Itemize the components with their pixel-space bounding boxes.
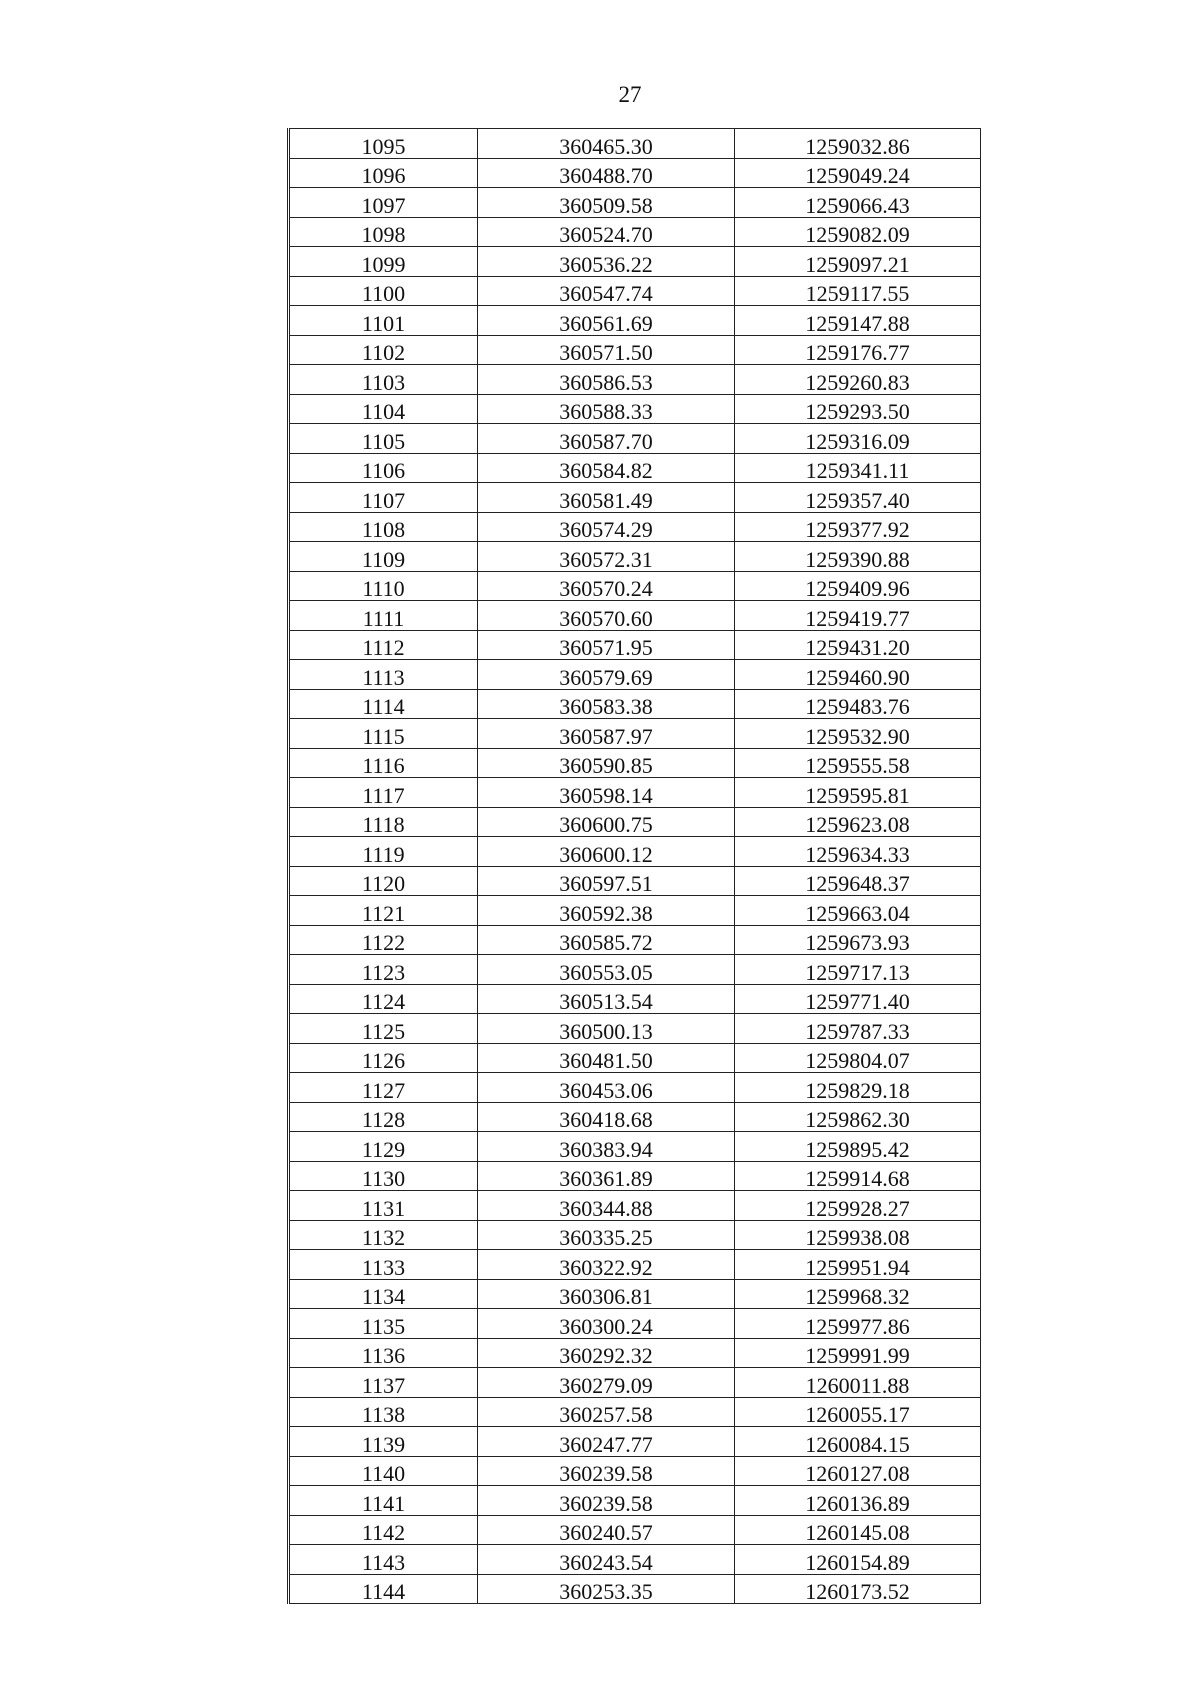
y-coordinate-cell: 1259117.55 [735, 276, 981, 306]
point-number-cell: 1127 [289, 1073, 478, 1103]
x-coordinate-cell: 360524.70 [478, 217, 735, 247]
y-coordinate-cell: 1260127.08 [735, 1456, 981, 1486]
y-coordinate-cell: 1259082.09 [735, 217, 981, 247]
table-row [289, 1338, 981, 1368]
table-row [289, 1250, 981, 1280]
y-coordinate-cell: 1259419.77 [735, 601, 981, 631]
x-coordinate-cell: 360581.49 [478, 483, 735, 513]
point-number-cell: 1120 [289, 866, 478, 896]
table-row [289, 866, 981, 896]
x-coordinate-cell: 360292.32 [478, 1338, 735, 1368]
y-coordinate-cell: 1260055.17 [735, 1397, 981, 1427]
point-number-cell: 1114 [289, 689, 478, 719]
y-coordinate-cell: 1259804.07 [735, 1043, 981, 1073]
table-row [289, 483, 981, 513]
table-row [289, 158, 981, 188]
x-coordinate-cell: 360239.58 [478, 1486, 735, 1516]
point-number-cell: 1102 [289, 335, 478, 365]
table-row [289, 1456, 981, 1486]
point-number-cell: 1098 [289, 217, 478, 247]
x-coordinate-cell: 360453.06 [478, 1073, 735, 1103]
table-row [289, 896, 981, 926]
x-coordinate-cell: 360590.85 [478, 748, 735, 778]
x-coordinate-cell: 360253.35 [478, 1574, 735, 1604]
y-coordinate-cell: 1259938.08 [735, 1220, 981, 1250]
y-coordinate-cell: 1260136.89 [735, 1486, 981, 1516]
y-coordinate-cell: 1259483.76 [735, 689, 981, 719]
y-coordinate-cell: 1259991.99 [735, 1338, 981, 1368]
point-number-cell: 1108 [289, 512, 478, 542]
y-coordinate-cell: 1260084.15 [735, 1427, 981, 1457]
point-number-cell: 1136 [289, 1338, 478, 1368]
x-coordinate-cell: 360571.50 [478, 335, 735, 365]
table-row [289, 247, 981, 277]
point-number-cell: 1140 [289, 1456, 478, 1486]
table-row [289, 1014, 981, 1044]
x-coordinate-cell: 360553.05 [478, 955, 735, 985]
x-coordinate-cell: 360500.13 [478, 1014, 735, 1044]
x-coordinate-cell: 360361.89 [478, 1161, 735, 1191]
coordinates-table [287, 128, 981, 1604]
point-number-cell: 1117 [289, 778, 478, 808]
x-coordinate-cell: 360574.29 [478, 512, 735, 542]
y-coordinate-cell: 1259634.33 [735, 837, 981, 867]
x-coordinate-cell: 360465.30 [478, 129, 735, 159]
point-number-cell: 1124 [289, 984, 478, 1014]
point-number-cell: 1126 [289, 1043, 478, 1073]
point-number-cell: 1099 [289, 247, 478, 277]
y-coordinate-cell: 1259673.93 [735, 925, 981, 955]
point-number-cell: 1129 [289, 1132, 478, 1162]
x-coordinate-cell: 360598.14 [478, 778, 735, 808]
y-coordinate-cell: 1259928.27 [735, 1191, 981, 1221]
table-row [289, 217, 981, 247]
table-row [289, 660, 981, 690]
table-row [289, 424, 981, 454]
table-row [289, 601, 981, 631]
y-coordinate-cell: 1259787.33 [735, 1014, 981, 1044]
y-coordinate-cell: 1259176.77 [735, 335, 981, 365]
point-number-cell: 1143 [289, 1545, 478, 1575]
point-number-cell: 1104 [289, 394, 478, 424]
x-coordinate-cell: 360335.25 [478, 1220, 735, 1250]
y-coordinate-cell: 1259914.68 [735, 1161, 981, 1191]
y-coordinate-cell: 1259377.92 [735, 512, 981, 542]
table-row [289, 1073, 981, 1103]
y-coordinate-cell: 1259260.83 [735, 365, 981, 395]
y-coordinate-cell: 1259147.88 [735, 306, 981, 336]
x-coordinate-cell: 360279.09 [478, 1368, 735, 1398]
table-row [289, 1486, 981, 1516]
point-number-cell: 1111 [289, 601, 478, 631]
x-coordinate-cell: 360247.77 [478, 1427, 735, 1457]
point-number-cell: 1141 [289, 1486, 478, 1516]
x-coordinate-cell: 360513.54 [478, 984, 735, 1014]
table-row [289, 955, 981, 985]
y-coordinate-cell: 1259717.13 [735, 955, 981, 985]
x-coordinate-cell: 360561.69 [478, 306, 735, 336]
x-coordinate-cell: 360600.75 [478, 807, 735, 837]
point-number-cell: 1103 [289, 365, 478, 395]
y-coordinate-cell: 1259862.30 [735, 1102, 981, 1132]
point-number-cell: 1106 [289, 453, 478, 483]
x-coordinate-cell: 360536.22 [478, 247, 735, 277]
table-row [289, 630, 981, 660]
x-coordinate-cell: 360597.51 [478, 866, 735, 896]
table-row [289, 335, 981, 365]
table-row [289, 837, 981, 867]
x-coordinate-cell: 360300.24 [478, 1309, 735, 1339]
table-row [289, 748, 981, 778]
x-coordinate-cell: 360583.38 [478, 689, 735, 719]
table-row [289, 1309, 981, 1339]
table-row [289, 807, 981, 837]
y-coordinate-cell: 1259097.21 [735, 247, 981, 277]
x-coordinate-cell: 360585.72 [478, 925, 735, 955]
table-row [289, 394, 981, 424]
table-row [289, 1102, 981, 1132]
point-number-cell: 1135 [289, 1309, 478, 1339]
table-row [289, 1545, 981, 1575]
y-coordinate-cell: 1259771.40 [735, 984, 981, 1014]
y-coordinate-cell: 1260154.89 [735, 1545, 981, 1575]
table-row [289, 1574, 981, 1604]
x-coordinate-cell: 360322.92 [478, 1250, 735, 1280]
point-number-cell: 1107 [289, 483, 478, 513]
y-coordinate-cell: 1259460.90 [735, 660, 981, 690]
x-coordinate-cell: 360592.38 [478, 896, 735, 926]
x-coordinate-cell: 360587.70 [478, 424, 735, 454]
x-coordinate-cell: 360547.74 [478, 276, 735, 306]
point-number-cell: 1097 [289, 188, 478, 218]
table-row [289, 1427, 981, 1457]
y-coordinate-cell: 1259829.18 [735, 1073, 981, 1103]
point-number-cell: 1113 [289, 660, 478, 690]
table-row [289, 719, 981, 749]
point-number-cell: 1133 [289, 1250, 478, 1280]
y-coordinate-cell: 1259431.20 [735, 630, 981, 660]
y-coordinate-cell: 1260145.08 [735, 1515, 981, 1545]
point-number-cell: 1125 [289, 1014, 478, 1044]
y-coordinate-cell: 1259049.24 [735, 158, 981, 188]
x-coordinate-cell: 360572.31 [478, 542, 735, 572]
y-coordinate-cell: 1259968.32 [735, 1279, 981, 1309]
table-row [289, 689, 981, 719]
x-coordinate-cell: 360571.95 [478, 630, 735, 660]
table-row [289, 1368, 981, 1398]
y-coordinate-cell: 1259066.43 [735, 188, 981, 218]
x-coordinate-cell: 360570.24 [478, 571, 735, 601]
y-coordinate-cell: 1259316.09 [735, 424, 981, 454]
point-number-cell: 1118 [289, 807, 478, 837]
table-row [289, 1043, 981, 1073]
point-number-cell: 1101 [289, 306, 478, 336]
x-coordinate-cell: 360240.57 [478, 1515, 735, 1545]
table-row [289, 1220, 981, 1250]
x-coordinate-cell: 360306.81 [478, 1279, 735, 1309]
y-coordinate-cell: 1259390.88 [735, 542, 981, 572]
point-number-cell: 1137 [289, 1368, 478, 1398]
point-number-cell: 1110 [289, 571, 478, 601]
x-coordinate-cell: 360570.60 [478, 601, 735, 631]
table-row [289, 1397, 981, 1427]
x-coordinate-cell: 360586.53 [478, 365, 735, 395]
table-row [289, 1161, 981, 1191]
y-coordinate-cell: 1259951.94 [735, 1250, 981, 1280]
point-number-cell: 1116 [289, 748, 478, 778]
table-row [289, 512, 981, 542]
x-coordinate-cell: 360383.94 [478, 1132, 735, 1162]
x-coordinate-cell: 360587.97 [478, 719, 735, 749]
point-number-cell: 1128 [289, 1102, 478, 1132]
x-coordinate-cell: 360243.54 [478, 1545, 735, 1575]
point-number-cell: 1139 [289, 1427, 478, 1457]
y-coordinate-cell: 1259293.50 [735, 394, 981, 424]
table-row [289, 453, 981, 483]
point-number-cell: 1100 [289, 276, 478, 306]
point-number-cell: 1138 [289, 1397, 478, 1427]
point-number-cell: 1122 [289, 925, 478, 955]
x-coordinate-cell: 360600.12 [478, 837, 735, 867]
y-coordinate-cell: 1260173.52 [735, 1574, 981, 1604]
point-number-cell: 1105 [289, 424, 478, 454]
y-coordinate-cell: 1259648.37 [735, 866, 981, 896]
table-row [289, 306, 981, 336]
y-coordinate-cell: 1259595.81 [735, 778, 981, 808]
point-number-cell: 1131 [289, 1191, 478, 1221]
y-coordinate-cell: 1259032.86 [735, 129, 981, 159]
x-coordinate-cell: 360418.68 [478, 1102, 735, 1132]
table-row [289, 1132, 981, 1162]
table-row [289, 188, 981, 218]
point-number-cell: 1095 [289, 129, 478, 159]
point-number-cell: 1134 [289, 1279, 478, 1309]
y-coordinate-cell: 1259532.90 [735, 719, 981, 749]
table-row [289, 1279, 981, 1309]
point-number-cell: 1112 [289, 630, 478, 660]
y-coordinate-cell: 1259341.11 [735, 453, 981, 483]
point-number-cell: 1130 [289, 1161, 478, 1191]
point-number-cell: 1115 [289, 719, 478, 749]
table-row [289, 778, 981, 808]
y-coordinate-cell: 1259555.58 [735, 748, 981, 778]
point-number-cell: 1144 [289, 1574, 478, 1604]
coordinates-table-body [289, 129, 981, 1604]
x-coordinate-cell: 360344.88 [478, 1191, 735, 1221]
y-coordinate-cell: 1259895.42 [735, 1132, 981, 1162]
y-coordinate-cell: 1259409.96 [735, 571, 981, 601]
table-row [289, 129, 981, 159]
y-coordinate-cell: 1260011.88 [735, 1368, 981, 1398]
y-coordinate-cell: 1259977.86 [735, 1309, 981, 1339]
table-row [289, 1191, 981, 1221]
point-number-cell: 1119 [289, 837, 478, 867]
x-coordinate-cell: 360509.58 [478, 188, 735, 218]
point-number-cell: 1142 [289, 1515, 478, 1545]
x-coordinate-cell: 360579.69 [478, 660, 735, 690]
table-row [289, 925, 981, 955]
table-row [289, 276, 981, 306]
point-number-cell: 1123 [289, 955, 478, 985]
point-number-cell: 1132 [289, 1220, 478, 1250]
y-coordinate-cell: 1259663.04 [735, 896, 981, 926]
table-row [289, 1515, 981, 1545]
page-number: 27 [618, 82, 642, 107]
x-coordinate-cell: 360239.58 [478, 1456, 735, 1486]
point-number-cell: 1109 [289, 542, 478, 572]
x-coordinate-cell: 360588.33 [478, 394, 735, 424]
table-row [289, 542, 981, 572]
table-row [289, 365, 981, 395]
x-coordinate-cell: 360257.58 [478, 1397, 735, 1427]
point-number-cell: 1096 [289, 158, 478, 188]
x-coordinate-cell: 360584.82 [478, 453, 735, 483]
table-row [289, 571, 981, 601]
point-number-cell: 1121 [289, 896, 478, 926]
x-coordinate-cell: 360488.70 [478, 158, 735, 188]
y-coordinate-cell: 1259623.08 [735, 807, 981, 837]
x-coordinate-cell: 360481.50 [478, 1043, 735, 1073]
table-row [289, 984, 981, 1014]
y-coordinate-cell: 1259357.40 [735, 483, 981, 513]
